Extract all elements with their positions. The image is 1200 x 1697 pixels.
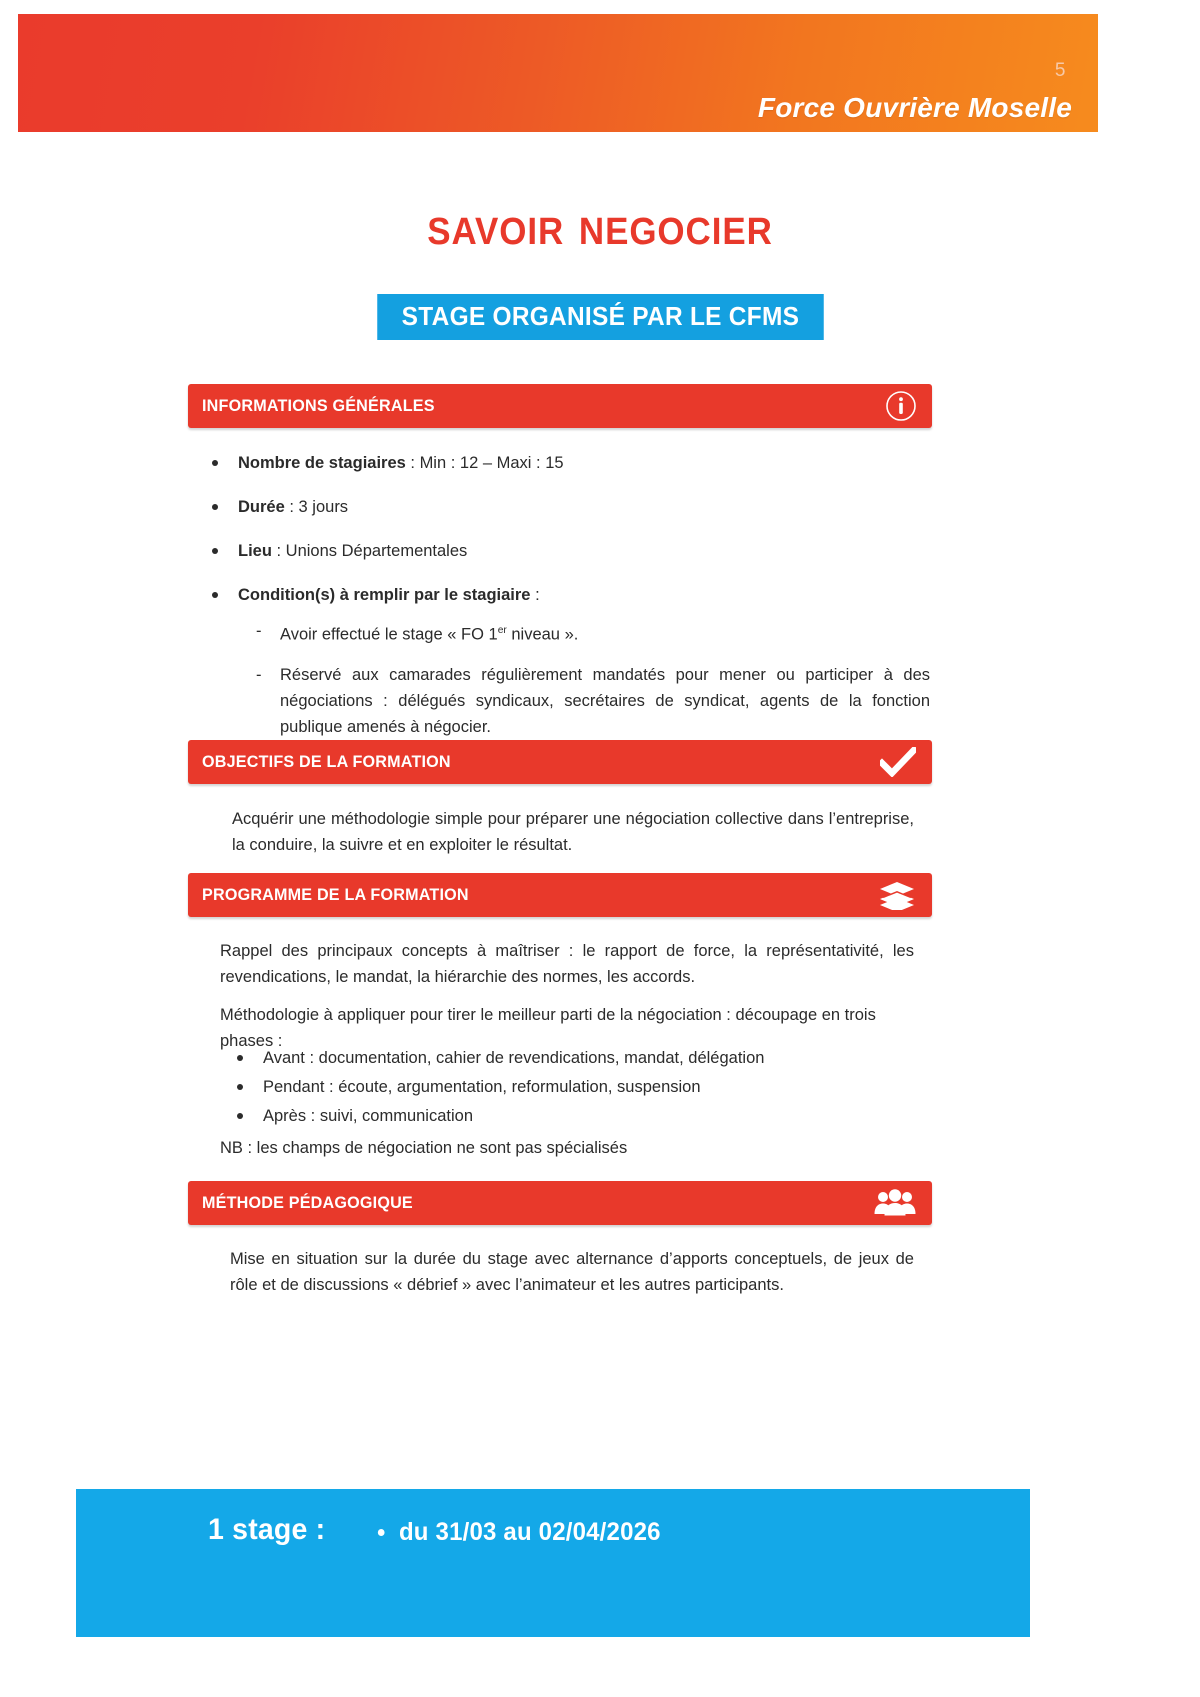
dates-label: 1 stage :: [208, 1513, 326, 1546]
info-value-1: : 3 jours: [284, 498, 349, 516]
info-value-3: :: [530, 586, 540, 604]
phase-item-0: Avant : documentation, cahier de revendications, mandat, délégation: [225, 1045, 925, 1071]
dates-list: [374, 1515, 673, 1549]
phase-item-2: Après : suivi, communication: [225, 1103, 925, 1129]
info-label-3: Condition(s) à remplir par le stagiaire: [238, 586, 531, 604]
section-title-methode: MÉTHODE PÉDAGOGIQUE: [202, 1193, 413, 1212]
info-icon: [886, 384, 916, 428]
list-item: [200, 538, 930, 564]
section-title-programme: PROGRAMME DE LA FORMATION: [202, 885, 469, 904]
phases-list: [225, 1045, 925, 1129]
section-header-methode: [188, 1181, 932, 1225]
informations-list: [200, 450, 930, 740]
phase-item-1: Pendant : écoute, argumentation, reformulation, suspension: [225, 1074, 925, 1100]
programme-paragraph-1: Rappel des principaux concepts à maîtriser : le rapport de force, la représentativité, les revendications, le mandat, la hiérarchie des normes, les accords.: [220, 942, 914, 986]
programme-note: NB : les champs de négociation ne sont pas spécialisés: [220, 1139, 628, 1157]
subtitle-banner: STAGE ORGANISÉ PAR LE CFMS: [377, 294, 823, 340]
informations-content: [200, 450, 930, 740]
info-label-2: Lieu: [238, 542, 272, 560]
section-title-objectifs: OBJECTIFS DE LA FORMATION: [202, 752, 451, 771]
condition-text-0-tail: niveau ».: [506, 625, 579, 644]
condition-item-0: [238, 618, 930, 648]
list-item: [200, 450, 930, 476]
methode-content: Mise en situation sur la durée du stage avec alternance d’apports conceptuels, de jeux de rôle et de discussions « débrief » avec l’animateur et les autres participants.: [230, 1250, 914, 1294]
objectifs-content: Acquérir une méthodologie simple pour préparer une négociation collective dans l’entreprise, la conduire, la suivre et en exploiter le résultat.: [232, 810, 914, 854]
condition-superscript: er: [497, 625, 507, 636]
section-title-informations: INFORMATIONS GÉNÉRALES: [202, 396, 435, 415]
page-header-bar: [18, 14, 1098, 132]
page-title: savoir negocier: [427, 196, 773, 256]
condition-item-1: - Réservé aux camarades régulièrement mandatés pour mener ou participer à des négociations : délégués syndicaux, secrétaires de syndicat, agents de la fonction publique amenés à négocier.: [238, 662, 930, 740]
people-icon: [874, 1181, 916, 1225]
page-number: 5: [1054, 60, 1066, 81]
organisation-brand: Force Ouvrière Moselle: [757, 92, 1072, 123]
info-label-0: Nombre de stagiaires: [238, 454, 406, 472]
section-header-programme: [188, 873, 932, 917]
section-header-objectifs: [188, 740, 932, 784]
date-item-0: du 31/03 au 02/04/2026: [374, 1515, 661, 1549]
info-label-1: Durée: [238, 498, 285, 516]
programme-paragraph-2: Méthodologie à appliquer pour tirer le meilleur parti de la négociation : découpage en trois phases :: [220, 1006, 876, 1050]
subtitle-container: [0, 294, 1200, 340]
programme-phases: [225, 1045, 925, 1132]
info-value-2: : Unions Départementales: [271, 542, 468, 560]
condition-text-0: Avoir effectué le stage « FO 1: [280, 625, 498, 644]
section-header-informations: [188, 384, 932, 428]
conditions-list: [238, 618, 930, 740]
info-value-0: : Min : 12 – Maxi : 15: [405, 454, 564, 472]
dates-panel: [76, 1489, 1030, 1637]
check-icon: [880, 740, 916, 784]
list-item: [200, 494, 930, 520]
books-icon: [878, 873, 916, 917]
list-item: [200, 582, 930, 740]
